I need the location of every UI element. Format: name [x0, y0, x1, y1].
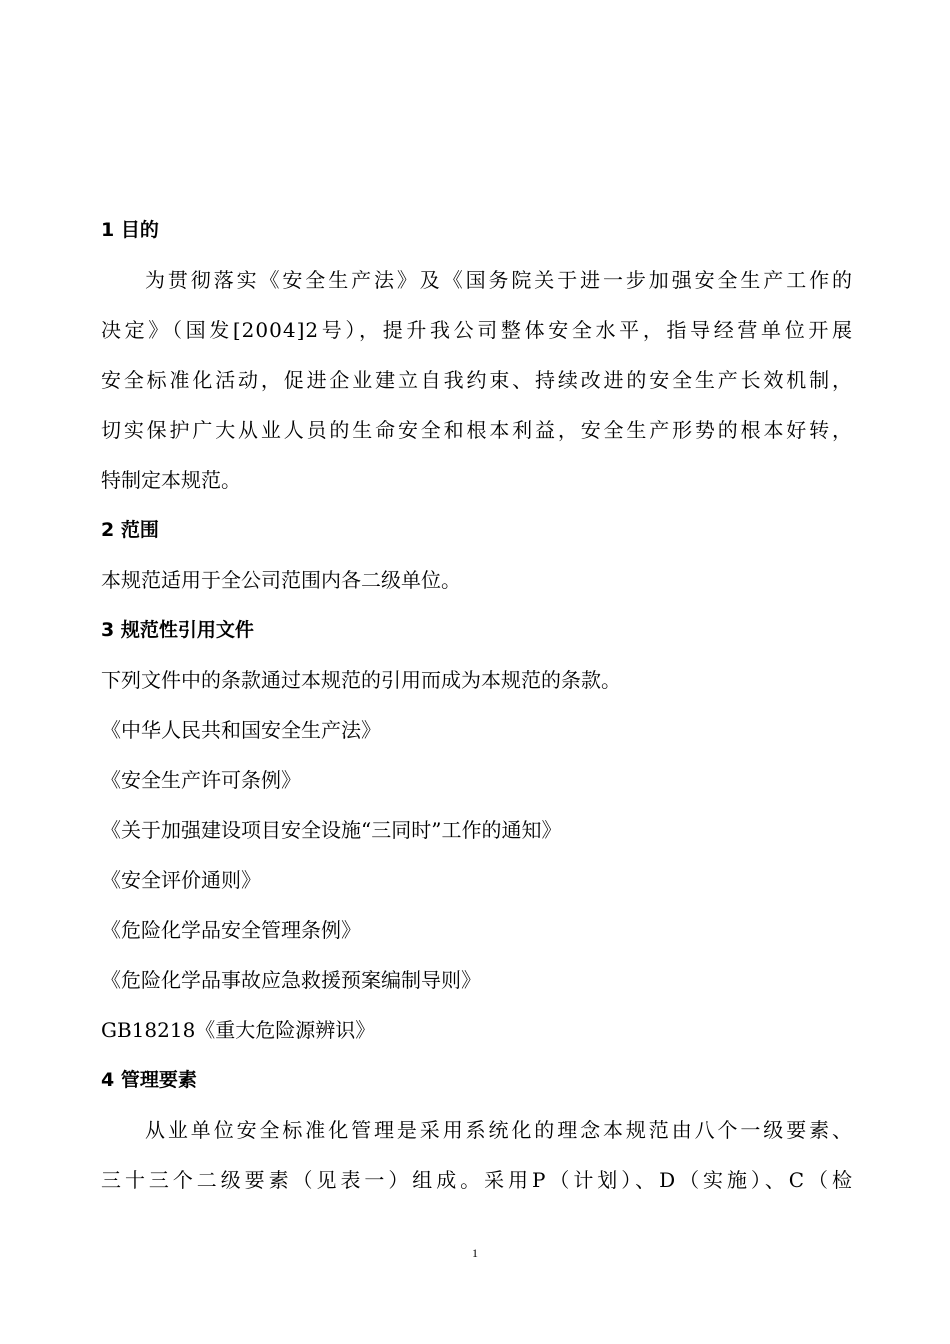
paragraph-line: 为贯彻落实《安全生产法》及《国务院关于进一步加强安全生产工作的 [145, 268, 853, 292]
section-heading-elements: 4 管理要素 [101, 1069, 197, 1091]
document-body [101, 205, 853, 1205]
reference-item: 《安全评价通则》 [101, 868, 261, 892]
reference-item: 《关于加强建设项目安全设施“三同时”工作的通知》 [101, 818, 562, 842]
reference-item: 《危险化学品安全管理条例》 [101, 918, 361, 942]
paragraph-line: 从业单位安全标准化管理是采用系统化的理念本规范由八个一级要素、 [145, 1118, 853, 1142]
page-number: 1 [472, 1246, 478, 1260]
section-heading-purpose: 1 目的 [101, 219, 159, 241]
paragraph-line: 特制定本规范。 [101, 468, 241, 492]
scope-text: 本规范适用于全公司范围内各二级单位。 [101, 568, 461, 592]
reference-item: 《危险化学品事故应急救援预案编制导则》 [101, 968, 481, 992]
paragraph-line: 切实保护广大从业人员的生命安全和根本利益，安全生产形势的根本好转， [101, 418, 853, 442]
section-heading-references: 3 规范性引用文件 [101, 619, 254, 641]
reference-item: 《安全生产许可条例》 [101, 768, 301, 792]
paragraph-line: 安全标准化活动，促进企业建立自我约束、持续改进的安全生产长效机制， [101, 368, 853, 392]
reference-item: GB18218《重大危险源辨识》 [101, 1018, 376, 1042]
reference-item: 《中华人民共和国安全生产法》 [101, 718, 381, 742]
paragraph-line: 三十三个二级要素（见表一）组成。采用P（计划）、D（实施）、C（检 [101, 1168, 853, 1192]
paragraph-line: 决定》（国发[2004]2号），提升我公司整体安全水平，指导经营单位开展 [101, 318, 853, 342]
section-heading-scope: 2 范围 [101, 519, 159, 541]
references-intro: 下列文件中的条款通过本规范的引用而成为本规范的条款。 [101, 668, 621, 692]
